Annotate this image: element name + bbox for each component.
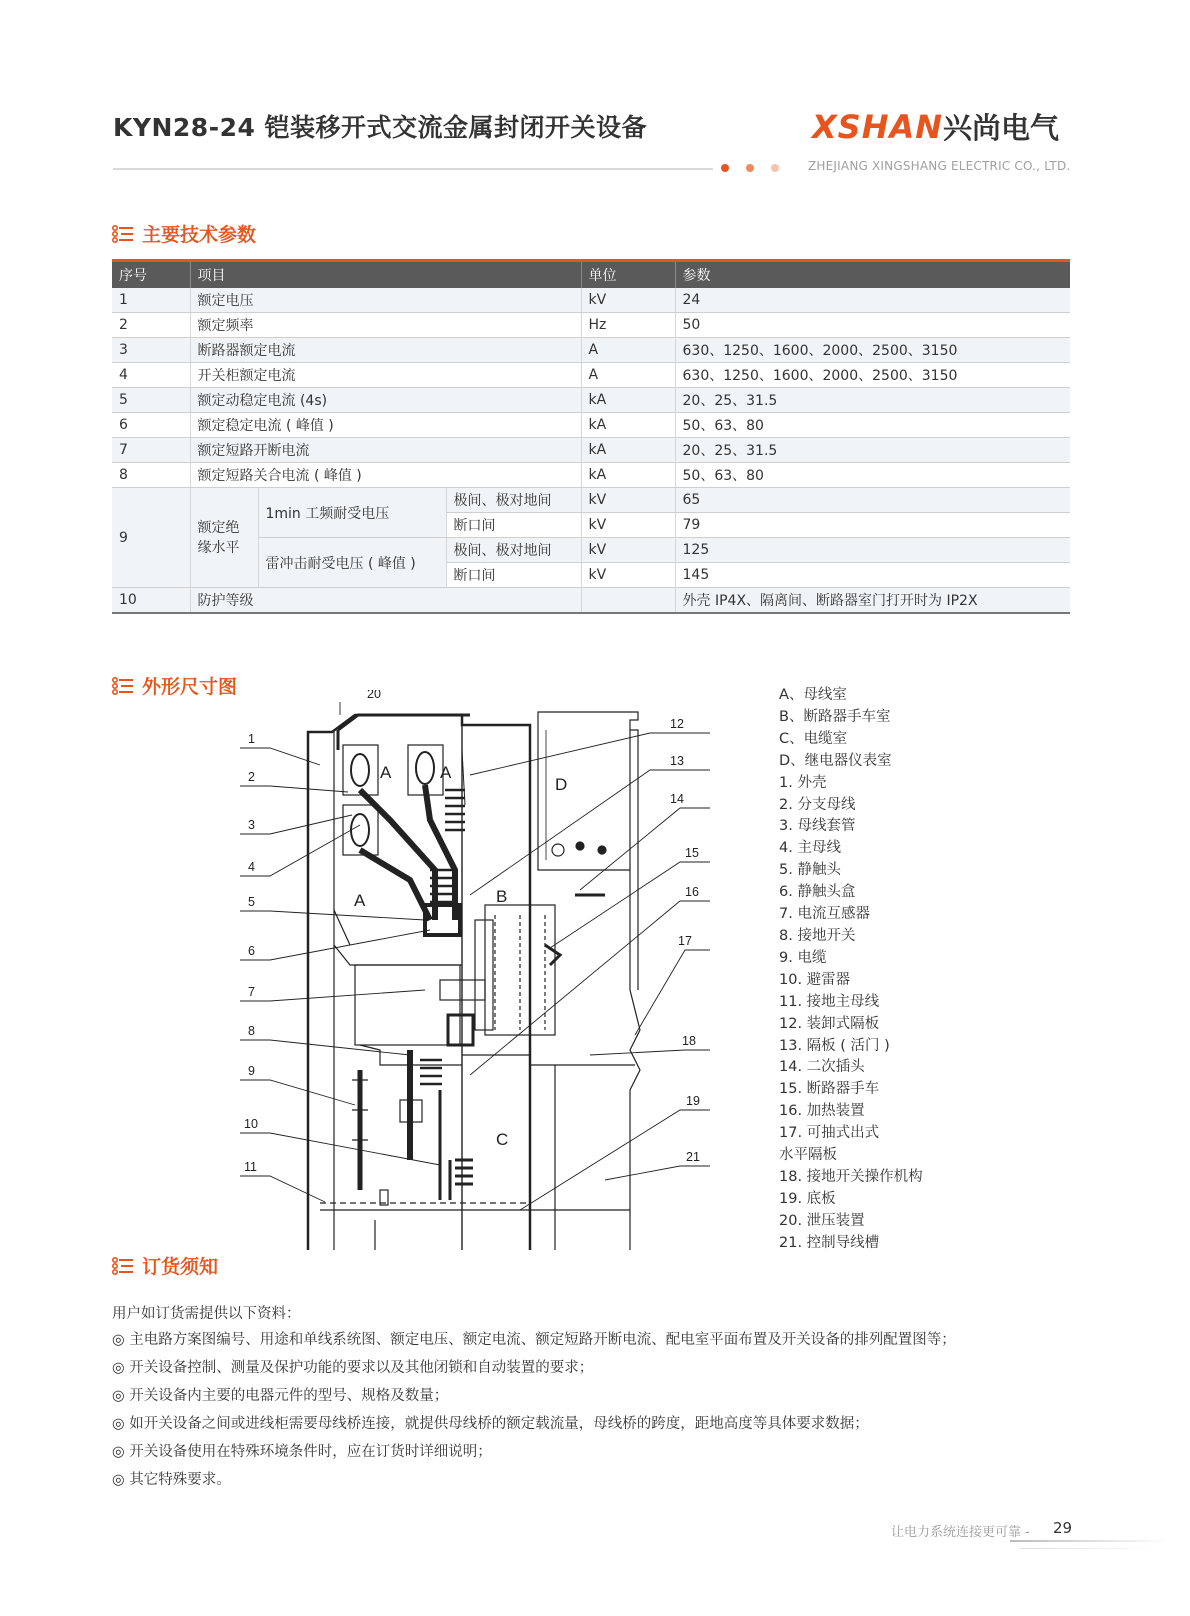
insulation-level-label: 额定绝 缘水平 [190, 488, 258, 588]
list-icon [112, 1257, 134, 1275]
table-cell: 145 [675, 563, 1070, 588]
section-title-dimensions: 外形尺寸图 [142, 676, 238, 698]
legend-item: C、电缆室 [779, 730, 848, 747]
table-cell: 50 [675, 313, 1070, 338]
legend-item: B、断路器手车室 [779, 708, 891, 725]
table-cell: kV [581, 488, 675, 513]
table-row [112, 338, 1070, 363]
table-cell: 断口间 [446, 513, 581, 538]
table-cell: 9 [112, 488, 190, 588]
legend-item: 20. 泄压装置 [779, 1212, 865, 1229]
table-cell: 50、63、80 [675, 413, 1070, 438]
table-cell: 4 [112, 363, 190, 388]
legend-item: 8. 接地开关 [779, 927, 856, 944]
table-cell: 额定短路开断电流 [190, 438, 581, 463]
table-cell: 额定动稳定电流 (4s) [190, 388, 581, 413]
table-cell: 防护等级 [190, 588, 581, 614]
section-head-ordering [112, 1252, 218, 1279]
legend-item: 4. 主母线 [779, 840, 841, 857]
callout-20: 20 [367, 690, 381, 701]
table-cell: 50、63、80 [675, 463, 1070, 488]
list-icon [112, 677, 134, 695]
table-cell: 2 [112, 313, 190, 338]
callout-9: 9 [248, 1064, 255, 1078]
legend-item: 7. 电流互感器 [779, 906, 870, 923]
callout-7: 7 [248, 985, 255, 999]
document-title: KYN28-24 铠装移开式交流金属封闭开关设备 [113, 113, 648, 142]
table-cell: 开关柜额定电流 [190, 363, 581, 388]
table-cell: 3 [112, 338, 190, 363]
table-cell: Hz [581, 313, 675, 338]
table-row [112, 588, 1070, 614]
ordering-notes-list [112, 1326, 956, 1494]
ordering-intro: 用户如订货需提供以下资料： [112, 1306, 301, 1322]
table-cell: 65 [675, 488, 1070, 513]
legend-item: 19. 底板 [779, 1190, 836, 1207]
legend-item: 18. 接地开关操作机构 [779, 1168, 923, 1185]
table-cell: kA [581, 413, 675, 438]
zone-d: D [555, 775, 568, 794]
callout-16: 16 [685, 885, 699, 899]
table-cell: kA [581, 438, 675, 463]
header-unit: 单位 [581, 262, 675, 288]
table-cell [581, 588, 675, 614]
callout-8: 8 [248, 1024, 255, 1038]
table-row [112, 413, 1070, 438]
table-header-row [112, 262, 1070, 288]
zone-a: A [354, 891, 366, 910]
table-cell: 20、25、31.5 [675, 388, 1070, 413]
callout-10: 10 [244, 1117, 258, 1131]
table-cell: kA [581, 463, 675, 488]
table-cell: 5 [112, 388, 190, 413]
legend-item: 16. 加热装置 [779, 1103, 865, 1120]
table-cell: 125 [675, 538, 1070, 563]
ordering-note: ◎ 主电路方案图编号、用途和单线系统图、额定电压、额定电流、额定短路开断电流、配电室平面布置及开关设备的排列配置图等； [112, 1332, 956, 1348]
header-divider [113, 168, 713, 170]
legend-item: 13. 隔板 ( 活门 ) [779, 1037, 890, 1054]
section-head-params [112, 220, 256, 247]
callout-4: 4 [248, 860, 255, 874]
legend-item: 9. 电缆 [779, 949, 827, 966]
legend-item: 10. 避雷器 [779, 971, 851, 988]
brand-logo-en: XSHAN [812, 108, 944, 146]
callout-1: 1 [248, 732, 255, 746]
section-title-params: 主要技术参数 [142, 224, 257, 246]
legend-item: 11. 接地主母线 [779, 993, 880, 1010]
callout-19: 19 [686, 1094, 700, 1108]
legend-item: 1. 外壳 [779, 774, 827, 791]
table-cell: kV [581, 288, 675, 313]
table-cell: kV [581, 513, 675, 538]
table-row [112, 313, 1070, 338]
table-cell: kV [581, 563, 675, 588]
footer-decor-line [1020, 1548, 1160, 1549]
table-row [112, 488, 1070, 513]
header-dot-3 [771, 164, 779, 172]
legend-item: A、母线室 [779, 687, 847, 703]
brand-logo [812, 106, 1059, 147]
legend-item: 3. 母线套管 [779, 818, 856, 835]
table-cell: 断路器额定电流 [190, 338, 581, 363]
callout-13: 13 [670, 754, 684, 768]
ordering-note: ◎ 开关设备内主要的电器元件的型号、规格及数量； [112, 1388, 449, 1404]
brand-logo-cn: 兴尚电气 [943, 111, 1060, 145]
ordering-note: ◎ 其它特殊要求。 [112, 1472, 231, 1488]
table-row [112, 438, 1070, 463]
table-cell: 20、25、31.5 [675, 438, 1070, 463]
callout-15: 15 [685, 846, 699, 860]
table-cell: kA [581, 388, 675, 413]
legend-item: D、继电器仪表室 [779, 752, 892, 769]
table-row [112, 363, 1070, 388]
zone-a-top: A [380, 763, 392, 782]
table-cell: 额定电压 [190, 288, 581, 313]
header-item: 项目 [190, 262, 581, 288]
legend-item: 水平隔板 [779, 1147, 837, 1164]
ordering-note: ◎ 开关设备控制、测量及保护功能的要求以及其他闭锁和自动装置的要求； [112, 1360, 594, 1376]
callout-5: 5 [248, 895, 255, 909]
callout-12: 12 [670, 717, 684, 731]
table-cell: 断口间 [446, 563, 581, 588]
table-cell: 79 [675, 513, 1070, 538]
table-cell: 8 [112, 463, 190, 488]
callout-3: 3 [248, 818, 255, 832]
zone-c: C [496, 1130, 509, 1149]
header-dot-1 [721, 164, 729, 172]
table-row [112, 463, 1070, 488]
table-cell: 6 [112, 413, 190, 438]
callout-17: 17 [678, 934, 692, 948]
diagram-legend [779, 685, 923, 1255]
ordering-note: ◎ 开关设备使用在特殊环境条件时，应在订货时详细说明； [112, 1444, 492, 1460]
header-dot-2 [746, 164, 754, 172]
table-cell: 1 [112, 288, 190, 313]
callout-14: 14 [670, 792, 684, 806]
callout-2: 2 [248, 770, 255, 784]
table-cell: 额定短路关合电流 ( 峰值 ) [190, 463, 581, 488]
table-cell: A [581, 338, 675, 363]
table-cell: 极间、极对地间 [446, 538, 581, 563]
page-number: 29 [1053, 1519, 1073, 1537]
callout-11: 11 [244, 1160, 257, 1174]
section-title-ordering: 订货须知 [142, 1256, 219, 1278]
table-cell: 额定稳定电流 ( 峰值 ) [190, 413, 581, 438]
table-cell: 10 [112, 588, 190, 614]
switchgear-diagram [230, 690, 750, 1250]
legend-item: 15. 断路器手车 [779, 1081, 880, 1098]
section-head-dimensions [112, 672, 237, 699]
table-cell: 极间、极对地间 [446, 488, 581, 513]
header-value: 参数 [675, 262, 1070, 288]
footer-slogan: 让电力系统连接更可靠 - [891, 1525, 1030, 1540]
zone-a-top-right: A [440, 763, 452, 782]
ordering-note: ◎ 如开关设备之间或进线柜需要母线桥连接，就提供母线桥的额定载流量，母线桥的跨度，距地高度等具体要求数据； [112, 1416, 869, 1432]
table-cell: 7 [112, 438, 190, 463]
legend-item: 17. 可抽式出式 [779, 1125, 880, 1142]
legend-item: 14. 二次插头 [779, 1059, 865, 1076]
table-cell: 1min 工频耐受电压 [258, 488, 446, 538]
parameter-table [112, 262, 1070, 614]
legend-item: 5. 静触头 [779, 862, 841, 879]
legend-item: 21. 控制导线槽 [779, 1234, 880, 1251]
table-cell: kV [581, 538, 675, 563]
callout-21: 21 [686, 1150, 700, 1164]
table-cell: 额定频率 [190, 313, 581, 338]
legend-item: 2. 分支母线 [779, 796, 856, 813]
callout-18: 18 [682, 1034, 696, 1048]
callout-6: 6 [248, 944, 255, 958]
legend-item: 6. 静触头盒 [779, 884, 856, 901]
table-cell: 24 [675, 288, 1070, 313]
header-no: 序号 [112, 262, 190, 288]
table-cell: 630、1250、1600、2000、2500、3150 [675, 338, 1070, 363]
table-cell: 外壳 IP4X、隔离间、断路器室门打开时为 IP2X [675, 588, 1070, 614]
footer-decor-line [1010, 1540, 1170, 1542]
list-icon [112, 225, 134, 243]
zone-b: B [496, 887, 508, 906]
table-cell: A [581, 363, 675, 388]
table-row [112, 388, 1070, 413]
legend-item: 12. 装卸式隔板 [779, 1015, 880, 1032]
table-row [112, 288, 1070, 313]
company-name-en: ZHEJIANG XINGSHANG ELECTRIC CO., LTD. [808, 159, 1071, 173]
table-cell: 雷冲击耐受电压 ( 峰值 ) [258, 538, 446, 588]
table-cell: 630、1250、1600、2000、2500、3150 [675, 363, 1070, 388]
